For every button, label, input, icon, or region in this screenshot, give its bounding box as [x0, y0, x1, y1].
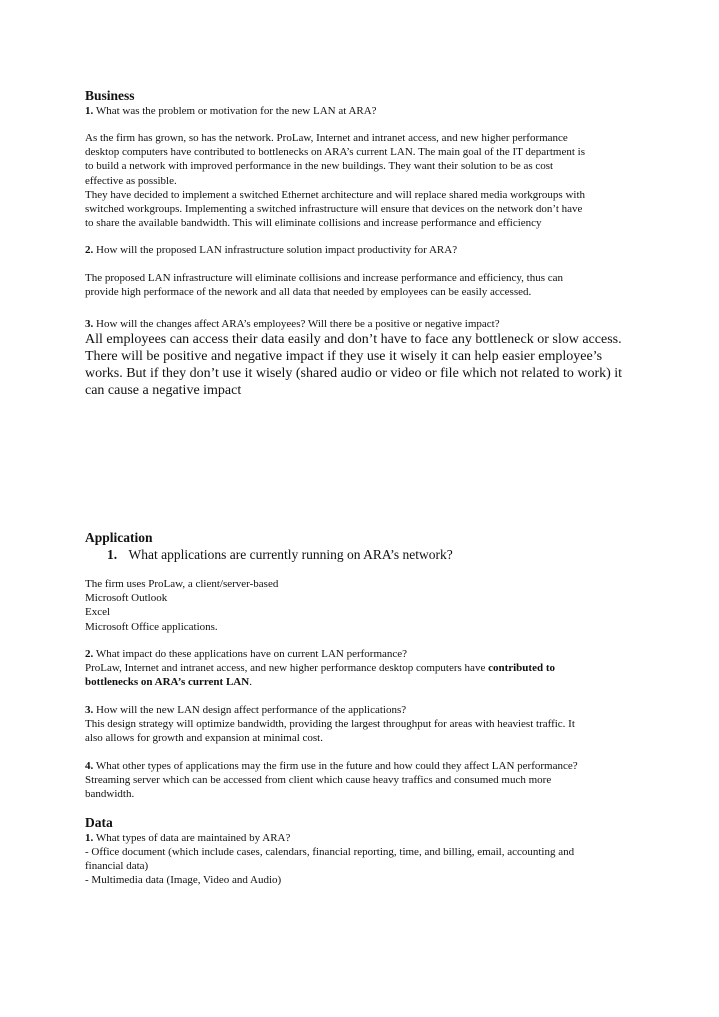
answer-line: - Office document (which include cases, calendars, financial reporting, time, and billing, email, accounting and [85, 846, 575, 858]
answer-line: works. But if they don’t use it wisely (shared audio or video or file which not related to work) it [85, 366, 623, 381]
answer-line: bandwidth. [85, 788, 135, 801]
application-answer-2 [85, 661, 555, 689]
question-number: 3. [85, 318, 94, 330]
question-text: What was the problem or motivation for the new LAN at ARA? [95, 105, 377, 117]
answer-emphasis: contributed to [488, 662, 555, 674]
business-question-3 [85, 317, 500, 331]
data-heading: Data [85, 815, 113, 830]
answer-line: Streaming server which can be accessed from client which cause heavy traffics and consumed much more [85, 774, 552, 786]
question-number: 3. [85, 704, 94, 716]
answer-line: The firm uses ProLaw, a client/server-based [85, 578, 279, 590]
answer-line: Microsoft Outlook [85, 592, 168, 605]
answer-line: Microsoft Office applications. [85, 620, 218, 633]
answer-line: to share the available bandwidth. This will eliminate collisions and increase performance and efficiency [85, 217, 542, 230]
answer-line: financial data) [85, 860, 149, 873]
question-text: What other types of applications may the firm use in the future and how could they affect LAN performance? [95, 760, 578, 772]
answer-line: to build a network with improved performance in the new buildings. They want their solution to be as cost [85, 160, 554, 173]
question-number: 2. [85, 244, 94, 256]
answer-line: They have decided to implement a switched Ethernet architecture and will replace shared media workgroups with [85, 188, 586, 201]
question-number: 1. [107, 547, 118, 562]
answer-emphasis: bottlenecks on ARA’s current LAN [85, 676, 250, 689]
application-answer-4 [85, 773, 551, 801]
question-number: 1. [85, 832, 94, 844]
answer-line [85, 675, 555, 689]
business-heading: Business [85, 88, 135, 103]
answer-line: Excel [85, 606, 111, 619]
business-answer-3 [85, 331, 622, 399]
application-answer-3 [85, 717, 575, 745]
answer-line: - Multimedia data (Image, Video and Audio) [85, 874, 282, 887]
question-text: How will the proposed LAN infrastructure solution impact productivity for ARA? [96, 244, 458, 256]
answer-line: The proposed LAN infrastructure will eliminate collisions and increase performance and efficiency, thus can [85, 272, 564, 284]
answer-line: desktop computers have contributed to bottlenecks on ARA’s current LAN. The main goal of the IT department is [85, 146, 585, 159]
application-answer-1 [85, 577, 278, 634]
application-question-2 [85, 647, 407, 661]
answer-line: As the firm has grown, so has the network. ProLaw, Internet and intranet access, and new higher performance [85, 132, 568, 144]
question-number: 2. [85, 648, 94, 660]
question-text: What applications are currently running on ARA’s network? [128, 547, 453, 562]
answer-line: There will be positive and negative impact if they use it wisely it can help easier employee’s [85, 349, 603, 364]
question-text: What types of data are maintained by ARA? [95, 832, 291, 844]
application-heading: Application [85, 530, 153, 545]
data-question-1 [85, 831, 290, 845]
answer-line: All employees can access their data easily and don’t have to face any bottleneck or slow access. [85, 332, 622, 347]
answer-line: switched workgroups. Implementing a switched infrastructure will ensure that devices on the network don’t have [85, 203, 583, 216]
business-answer-1 [85, 131, 585, 230]
answer-line: effective as possible. [85, 174, 177, 187]
question-text: How will the changes affect ARA’s employees? Will there be a positive or negative impact? [96, 318, 500, 330]
answer-line: provide high performace of the nework and all data that needed by employees can be easily accessed. [85, 286, 532, 299]
data-answer-1 [85, 845, 574, 888]
answer-line [85, 661, 555, 675]
answer-line: also allows for growth and expansion at minimal cost. [85, 732, 323, 745]
application-question-3 [85, 703, 406, 717]
question-text: How will the new LAN design affect performance of the applications? [96, 704, 407, 716]
question-number: 4. [85, 760, 94, 772]
application-question-4 [85, 759, 578, 773]
answer-line: can cause a negative impact [85, 383, 242, 398]
business-question-2 [85, 243, 457, 257]
business-question-1 [85, 104, 377, 118]
answer-text: ProLaw, Internet and intranet access, and new higher performance desktop computers have [85, 662, 489, 674]
question-text: What impact do these applications have on current LAN performance? [95, 648, 408, 660]
answer-text: . [249, 676, 252, 689]
answer-line: This design strategy will optimize bandwidth, providing the largest throughput for areas with heaviest traffic. It [85, 718, 575, 730]
business-answer-2 [85, 271, 563, 299]
question-number: 1. [85, 105, 94, 117]
application-question-1 [107, 547, 453, 563]
